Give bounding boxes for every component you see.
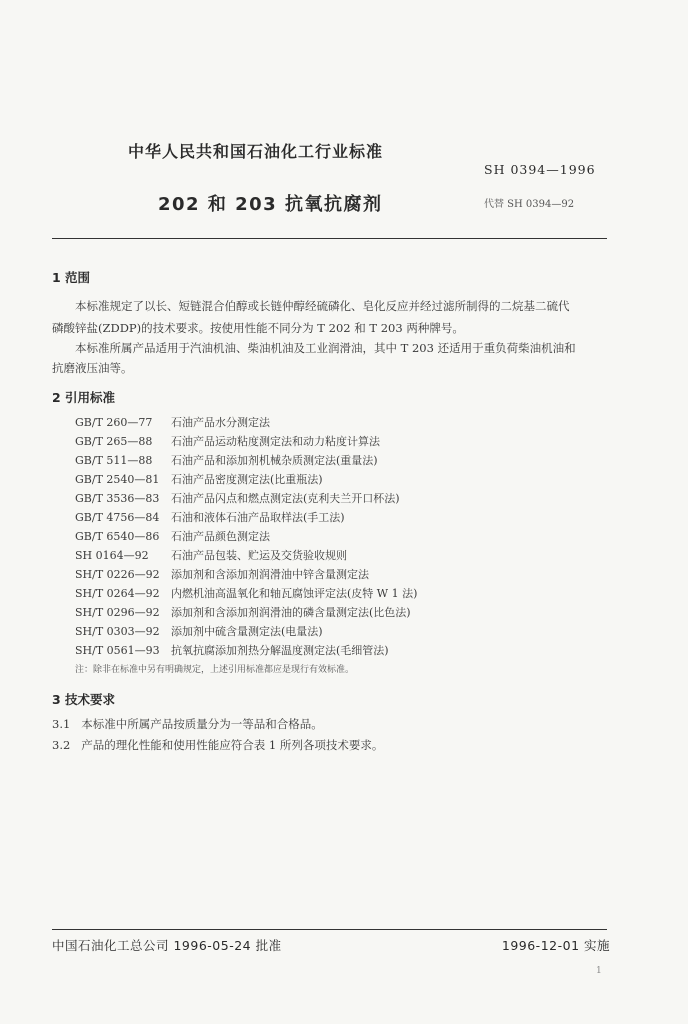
reference-code: GB/T 4756—84 bbox=[75, 511, 160, 524]
document-title: 202 和 203 抗氧抗腐剂 bbox=[158, 194, 383, 215]
reference-code: SH/T 0303—92 bbox=[75, 625, 160, 638]
reference-row bbox=[75, 452, 378, 468]
reference-title: 石油产品颜色测定法 bbox=[171, 530, 270, 543]
section-1-heading: 1 范围 bbox=[52, 270, 91, 285]
scope-paragraph-1-line-2: 磷酸锌盐(ZDDP)的技术要求。按使用性能不同分为 T 202 和 T 203 两种牌号。 bbox=[52, 321, 464, 335]
scope-paragraph-1-line-1: 本标准规定了以长、短链混合伯醇或长链仲醇经硫磷化、皂化反应并经过滤所制得的二烷基二硫代 bbox=[75, 299, 570, 313]
reference-row bbox=[75, 528, 270, 544]
reference-code: GB/T 511—88 bbox=[75, 454, 153, 467]
reference-title: 石油产品包装、贮运及交货验收规则 bbox=[171, 549, 347, 562]
reference-code: GB/T 3536—83 bbox=[75, 492, 160, 505]
clause-3-1 bbox=[52, 716, 323, 732]
reference-row bbox=[75, 547, 347, 563]
replaces-note: 代替 SH 0394—92 bbox=[484, 199, 575, 210]
reference-code: SH/T 0226—92 bbox=[75, 568, 160, 581]
reference-code: SH/T 0296—92 bbox=[75, 606, 160, 619]
reference-row bbox=[75, 490, 400, 506]
approval-line: 中国石油化工总公司 1996-05-24 批准 bbox=[52, 938, 282, 953]
reference-code: SH 0164—92 bbox=[75, 549, 149, 562]
reference-row bbox=[75, 585, 417, 601]
reference-title: 石油产品闪点和燃点测定法(克利夫兰开口杯法) bbox=[171, 492, 400, 505]
section-2-heading: 2 引用标准 bbox=[52, 390, 116, 405]
reference-code: GB/T 260—77 bbox=[75, 416, 153, 429]
scope-paragraph-2-line-2: 抗磨液压油等。 bbox=[52, 361, 133, 375]
reference-row bbox=[75, 623, 323, 639]
section-3-heading: 3 技术要求 bbox=[52, 692, 116, 707]
clause-number: 3.1 bbox=[52, 717, 71, 731]
reference-code: GB/T 6540—86 bbox=[75, 530, 160, 543]
org-title: 中华人民共和国石油化工行业标准 bbox=[128, 142, 384, 161]
reference-title: 添加剂中硫含量测定法(电量法) bbox=[171, 625, 323, 638]
reference-code: SH/T 0264—92 bbox=[75, 587, 160, 600]
clause-text: 产品的理化性能和使用性能应符合表 1 所列各项技术要求。 bbox=[81, 738, 384, 752]
reference-row bbox=[75, 433, 380, 449]
reference-title: 石油产品水分测定法 bbox=[171, 416, 270, 429]
reference-row bbox=[75, 604, 411, 620]
footer-rule bbox=[52, 929, 607, 930]
reference-note: 注：除非在标准中另有明确规定，上述引用标准都应是现行有效标准。 bbox=[75, 665, 355, 675]
header-rule bbox=[52, 238, 607, 239]
page-number: 1 bbox=[596, 966, 602, 976]
clause-number: 3.2 bbox=[52, 738, 71, 752]
reference-title: 石油产品运动粘度测定法和动力粘度计算法 bbox=[171, 435, 380, 448]
reference-title: 抗氧抗腐添加剂热分解温度测定法(毛细管法) bbox=[171, 644, 389, 657]
effective-date: 1996-12-01 实施 bbox=[501, 938, 610, 953]
reference-row bbox=[75, 471, 323, 487]
clause-text: 本标准中所属产品按质量分为一等品和合格品。 bbox=[81, 717, 323, 731]
reference-code: GB/T 265—88 bbox=[75, 435, 153, 448]
reference-code: SH/T 0561—93 bbox=[75, 644, 160, 657]
reference-row bbox=[75, 642, 389, 658]
reference-row bbox=[75, 509, 345, 525]
reference-title: 添加剂和含添加剂润滑油的磷含量测定法(比色法) bbox=[171, 606, 411, 619]
reference-title: 石油和液体石油产品取样法(手工法) bbox=[171, 511, 345, 524]
clause-3-2 bbox=[52, 737, 383, 753]
reference-row bbox=[75, 566, 369, 582]
reference-code: GB/T 2540—81 bbox=[75, 473, 160, 486]
reference-title: 石油产品和添加剂机械杂质测定法(重量法) bbox=[171, 454, 378, 467]
reference-title: 添加剂和含添加剂润滑油中锌含量测定法 bbox=[171, 568, 369, 581]
standard-number: SH 0394—1996 bbox=[484, 162, 596, 177]
reference-title: 石油产品密度测定法(比重瓶法) bbox=[171, 473, 323, 486]
reference-row bbox=[75, 414, 270, 430]
reference-title: 内燃机油高温氧化和轴瓦腐蚀评定法(皮特 W 1 法) bbox=[171, 587, 418, 600]
scope-paragraph-2-line-1: 本标准所属产品适用于汽油机油、柴油机油及工业润滑油，其中 T 203 还适用于重负荷柴油机油和 bbox=[75, 341, 576, 355]
